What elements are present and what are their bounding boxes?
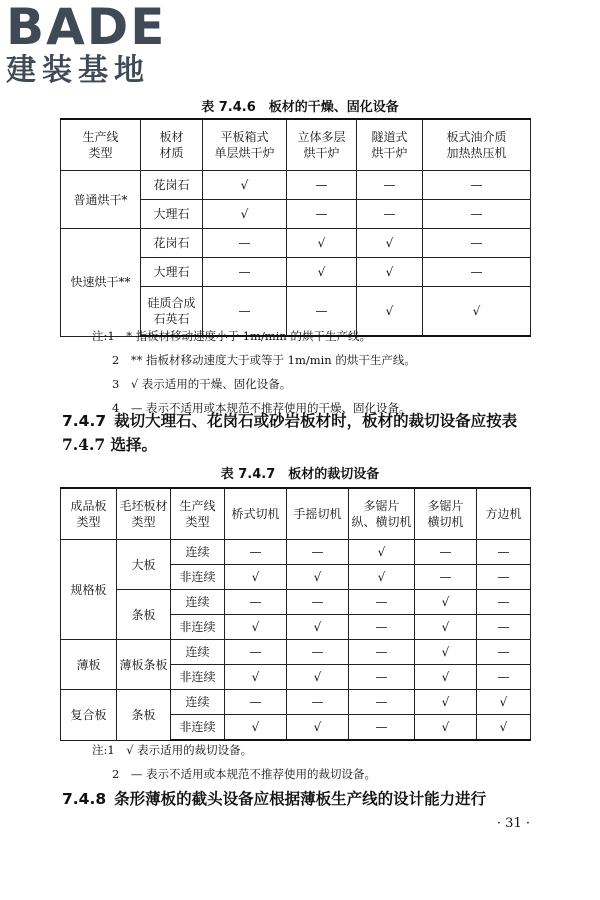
value-cell: — [423, 229, 531, 258]
clause-7-4-7 [62, 409, 532, 457]
table-header-row [61, 119, 531, 171]
value-cell: √ [357, 258, 423, 287]
column-header: 立体多层 烘干炉 [287, 119, 357, 171]
logo [6, 2, 166, 88]
table-row [61, 640, 531, 665]
value-cell: √ [287, 229, 357, 258]
value-cell: — [477, 640, 531, 665]
column-header: 生产线 类型 [171, 488, 225, 540]
value-cell: — [349, 715, 415, 741]
note-line: 4 — 表示不适用或本规范不推荐使用的干燥、固化设备。 [112, 401, 411, 415]
column-header: 方边机 [477, 488, 531, 540]
value-cell: — [415, 540, 477, 565]
line-type-cell: 快速烘干** [61, 229, 141, 337]
value-cell: — [287, 171, 357, 200]
product-type-cell: 薄板 [61, 640, 117, 690]
clause-number: 7.4.8 [62, 790, 107, 808]
value-cell: — [203, 258, 287, 287]
note-line: 2 ** 指板材移动速度大于或等于 1m/min 的烘干生产线。 [112, 353, 416, 367]
value-cell: — [287, 540, 349, 565]
clause-7-4-8 [62, 787, 532, 811]
value-cell: — [477, 590, 531, 615]
line-type-cell: 非连续 [171, 715, 225, 741]
material-cell: 花岗石 [141, 229, 203, 258]
value-cell: √ [477, 690, 531, 715]
value-cell: √ [287, 715, 349, 741]
logo-wordmark: BADE [6, 0, 167, 56]
value-cell: — [349, 665, 415, 690]
table-7-4-6 [60, 118, 531, 337]
value-cell: — [477, 665, 531, 690]
table-7-4-6-notes [92, 324, 416, 420]
value-cell: √ [225, 665, 287, 690]
table-7-4-7-caption: 表 7.4.7 板材的裁切设备 [220, 467, 380, 482]
table-7-4-7-notes [92, 738, 376, 786]
blank-type-cell: 条板 [117, 690, 171, 741]
line-type-cell: 非连续 [171, 565, 225, 590]
value-cell: — [477, 540, 531, 565]
material-cell: 花岗石 [141, 171, 203, 200]
clause-text: 条形薄板的截头设备应根据薄板生产线的设计能力进行 [114, 789, 487, 808]
line-type-cell: 连续 [171, 540, 225, 565]
value-cell: √ [225, 715, 287, 741]
line-type-cell: 连续 [171, 590, 225, 615]
column-header: 毛坯板材 类型 [117, 488, 171, 540]
value-cell: √ [225, 615, 287, 640]
value-cell: √ [423, 287, 531, 337]
line-type-cell: 连续 [171, 640, 225, 665]
value-cell: — [357, 171, 423, 200]
value-cell: √ [415, 640, 477, 665]
value-cell: — [423, 200, 531, 229]
note-line: 3 √ 表示适用的干燥、固化设备。 [112, 377, 292, 391]
value-cell: √ [357, 229, 423, 258]
material-cell: 大理石 [141, 258, 203, 287]
table-row [61, 171, 531, 200]
column-header: 桥式切机 [225, 488, 287, 540]
column-header: 板材 材质 [141, 119, 203, 171]
value-cell: — [287, 200, 357, 229]
column-header: 手摇切机 [287, 488, 349, 540]
value-cell: √ [349, 565, 415, 590]
material-cell: 大理石 [141, 200, 203, 229]
blank-type-cell: 薄板条板 [117, 640, 171, 690]
value-cell: √ [203, 171, 287, 200]
value-cell: — [225, 690, 287, 715]
value-cell: √ [287, 258, 357, 287]
value-cell: — [287, 640, 349, 665]
material-cell: 硅质合成 石英石 [141, 287, 203, 337]
value-cell: √ [349, 540, 415, 565]
product-type-cell: 复合板 [61, 690, 117, 741]
value-cell: — [357, 200, 423, 229]
table-row [61, 690, 531, 715]
value-cell: — [349, 590, 415, 615]
column-header: 隧道式 烘干炉 [357, 119, 423, 171]
table-7-4-6-caption: 表 7.4.6 板材的干燥、固化设备 [201, 100, 399, 115]
product-type-cell: 规格板 [61, 540, 117, 640]
value-cell: √ [415, 715, 477, 741]
value-cell: √ [287, 565, 349, 590]
line-type-cell: 非连续 [171, 615, 225, 640]
value-cell: — [423, 258, 531, 287]
line-type-cell: 连续 [171, 690, 225, 715]
table-row [61, 229, 531, 258]
column-header: 多锯片 横切机 [415, 488, 477, 540]
column-header: 生产线 类型 [61, 119, 141, 171]
page-number: · 31 · [496, 816, 530, 831]
value-cell: — [287, 590, 349, 615]
value-cell: — [203, 287, 287, 337]
value-cell: — [477, 565, 531, 590]
clause-number: 7.4.7 [62, 412, 107, 430]
table-row [61, 540, 531, 565]
value-cell: — [349, 690, 415, 715]
table-row [61, 590, 531, 615]
value-cell: — [415, 565, 477, 590]
column-header: 成品板 类型 [61, 488, 117, 540]
value-cell: — [225, 540, 287, 565]
table-7-4-7 [60, 487, 531, 741]
table-header-row [61, 488, 531, 540]
value-cell: √ [357, 287, 423, 337]
value-cell: √ [225, 565, 287, 590]
value-cell: √ [287, 665, 349, 690]
value-cell: — [287, 690, 349, 715]
line-type-cell: 普通烘干* [61, 171, 141, 229]
value-cell: √ [415, 615, 477, 640]
column-header: 板式油介质 加热热压机 [423, 119, 531, 171]
logo-subtitle: 建装基地 [6, 53, 150, 88]
value-cell: √ [287, 615, 349, 640]
blank-type-cell: 条板 [117, 590, 171, 640]
value-cell: √ [415, 690, 477, 715]
value-cell: √ [203, 200, 287, 229]
blank-type-cell: 大板 [117, 540, 171, 590]
value-cell: — [477, 615, 531, 640]
note-line: 注:1 * 指板材移动速度小于 1m/min 的烘干生产线。 [92, 329, 371, 343]
value-cell: — [423, 171, 531, 200]
line-type-cell: 非连续 [171, 665, 225, 690]
value-cell: √ [477, 715, 531, 741]
column-header: 多锯片 纵、横切机 [349, 488, 415, 540]
note-line: 注:1 √ 表示适用的裁切设备。 [92, 743, 253, 757]
clause-text: 裁切大理石、花岗石或砂岩板材时，板材的裁切设备应按表 7.4.7 选择。 [62, 411, 518, 454]
column-header: 平板箱式 单层烘干炉 [203, 119, 287, 171]
value-cell: — [203, 229, 287, 258]
value-cell: √ [415, 590, 477, 615]
value-cell: — [225, 590, 287, 615]
value-cell: — [349, 640, 415, 665]
value-cell: — [287, 287, 357, 337]
value-cell: — [349, 615, 415, 640]
note-line: 2 — 表示不适用或本规范不推荐使用的裁切设备。 [112, 767, 376, 781]
value-cell: √ [415, 665, 477, 690]
value-cell: — [225, 640, 287, 665]
